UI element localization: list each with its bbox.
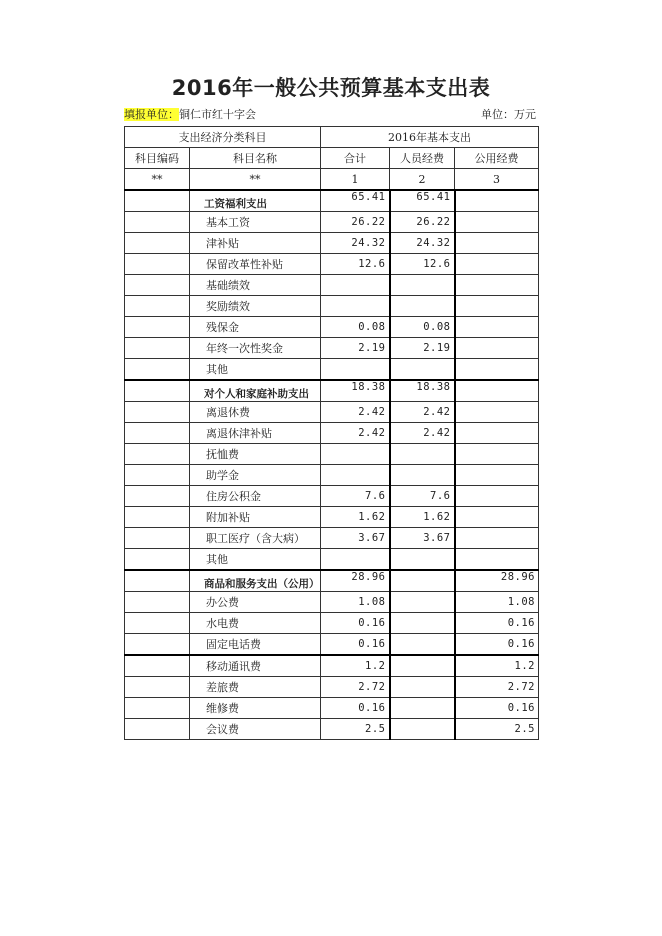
cell-code <box>125 380 190 402</box>
cell-name: 商品和服务支出（公用） <box>190 570 321 592</box>
cell-code <box>125 698 190 719</box>
cell-public: 1.08 <box>455 592 539 613</box>
cell-name: 维修费 <box>190 698 321 719</box>
cell-total: 7.6 <box>321 486 390 507</box>
cell-name: 基础绩效 <box>190 275 321 296</box>
header-name: 科目名称 <box>190 148 321 169</box>
page-title: 2016年一般公共预算基本支出表 <box>171 76 491 100</box>
cell-total <box>321 465 390 486</box>
mark-name: ** <box>190 169 321 191</box>
cell-personnel: 24.32 <box>390 233 455 254</box>
cell-code <box>125 444 190 465</box>
cell-public <box>455 528 539 549</box>
cell-total <box>321 444 390 465</box>
cell-public <box>455 275 539 296</box>
cell-public <box>455 486 539 507</box>
header-row-index <box>125 169 539 191</box>
table-row <box>125 233 539 254</box>
cell-total: 18.38 <box>321 380 390 402</box>
cell-public: 28.96 <box>455 570 539 592</box>
table-row <box>125 359 539 381</box>
cell-personnel: 12.6 <box>390 254 455 275</box>
cell-total: 1.08 <box>321 592 390 613</box>
cell-total: 12.6 <box>321 254 390 275</box>
cell-public <box>455 233 539 254</box>
cell-code <box>125 634 190 656</box>
cell-personnel: 2.19 <box>390 338 455 359</box>
cell-name: 年终一次性奖金 <box>190 338 321 359</box>
table-row <box>125 444 539 465</box>
header-group-right: 2016年基本支出 <box>321 127 539 148</box>
cell-total: 2.5 <box>321 719 390 740</box>
table-row <box>125 528 539 549</box>
cell-public <box>455 338 539 359</box>
cell-code <box>125 212 190 233</box>
cell-public <box>455 444 539 465</box>
cell-total: 0.08 <box>321 317 390 338</box>
cell-personnel: 7.6 <box>390 486 455 507</box>
cell-personnel <box>390 677 455 698</box>
cell-personnel <box>390 613 455 634</box>
cell-name: 差旅费 <box>190 677 321 698</box>
cell-code <box>125 655 190 677</box>
cell-name: 保留改革性补贴 <box>190 254 321 275</box>
cell-public: 0.16 <box>455 613 539 634</box>
cell-code <box>125 338 190 359</box>
cell-code <box>125 359 190 381</box>
cell-code <box>125 549 190 571</box>
cell-total: 1.62 <box>321 507 390 528</box>
cell-personnel <box>390 655 455 677</box>
cell-code <box>125 402 190 423</box>
reporting-unit-name: 铜仁市红十字会 <box>179 108 256 121</box>
cell-personnel: 0.08 <box>390 317 455 338</box>
header-code: 科目编码 <box>125 148 190 169</box>
cell-total: 2.42 <box>321 423 390 444</box>
cell-code <box>125 719 190 740</box>
cell-personnel: 2.42 <box>390 423 455 444</box>
cell-name: 抚恤费 <box>190 444 321 465</box>
cell-name: 水电费 <box>190 613 321 634</box>
cell-personnel <box>390 444 455 465</box>
cell-public <box>455 317 539 338</box>
cell-total: 0.16 <box>321 634 390 656</box>
cell-public <box>455 549 539 571</box>
table-row <box>125 402 539 423</box>
cell-total: 2.72 <box>321 677 390 698</box>
table-row <box>125 486 539 507</box>
cell-personnel: 26.22 <box>390 212 455 233</box>
table-row <box>125 338 539 359</box>
cell-code <box>125 613 190 634</box>
cell-code <box>125 486 190 507</box>
cell-personnel <box>390 634 455 656</box>
cell-total: 1.2 <box>321 655 390 677</box>
cell-name: 助学金 <box>190 465 321 486</box>
cell-code <box>125 465 190 486</box>
cell-personnel <box>390 592 455 613</box>
cell-public: 0.16 <box>455 698 539 719</box>
table-row <box>125 613 539 634</box>
cell-total <box>321 549 390 571</box>
cell-name: 附加补贴 <box>190 507 321 528</box>
table-row <box>125 190 539 212</box>
cell-personnel: 2.42 <box>390 402 455 423</box>
cell-name: 其他 <box>190 549 321 571</box>
table-row <box>125 592 539 613</box>
cell-total: 0.16 <box>321 613 390 634</box>
table-row <box>125 212 539 233</box>
header-personnel: 人员经费 <box>390 148 455 169</box>
cell-name: 住房公积金 <box>190 486 321 507</box>
cell-public <box>455 423 539 444</box>
cell-name: 基本工资 <box>190 212 321 233</box>
cell-name: 离退休津补贴 <box>190 423 321 444</box>
cell-public: 1.2 <box>455 655 539 677</box>
cell-name: 津补贴 <box>190 233 321 254</box>
cell-personnel <box>390 698 455 719</box>
budget-table <box>124 126 539 740</box>
reporting-unit <box>124 106 256 124</box>
cell-total <box>321 296 390 317</box>
cell-name: 移动通讯费 <box>190 655 321 677</box>
cell-code <box>125 507 190 528</box>
cell-total: 2.42 <box>321 402 390 423</box>
cell-total: 24.32 <box>321 233 390 254</box>
cell-code <box>125 528 190 549</box>
currency-unit: 单位：万元 <box>481 108 536 121</box>
table-row <box>125 254 539 275</box>
cell-name: 职工医疗（含大病） <box>190 528 321 549</box>
cell-code <box>125 677 190 698</box>
cell-total: 0.16 <box>321 698 390 719</box>
cell-code <box>125 296 190 317</box>
table-row <box>125 465 539 486</box>
cell-name: 其他 <box>190 359 321 381</box>
table-row <box>125 275 539 296</box>
cell-personnel <box>390 296 455 317</box>
cell-name: 会议费 <box>190 719 321 740</box>
cell-public <box>455 254 539 275</box>
header-public: 公用经费 <box>455 148 539 169</box>
cell-name: 残保金 <box>190 317 321 338</box>
cell-total: 28.96 <box>321 570 390 592</box>
index-total: 1 <box>321 169 390 191</box>
cell-personnel: 1.62 <box>390 507 455 528</box>
header-group-left: 支出经济分类科目 <box>125 127 321 148</box>
cell-public <box>455 507 539 528</box>
cell-public <box>455 380 539 402</box>
cell-public <box>455 212 539 233</box>
cell-code <box>125 423 190 444</box>
cell-code <box>125 190 190 212</box>
cell-public: 0.16 <box>455 634 539 656</box>
cell-code <box>125 570 190 592</box>
cell-code <box>125 254 190 275</box>
table-row <box>125 634 539 656</box>
cell-total: 26.22 <box>321 212 390 233</box>
cell-public <box>455 296 539 317</box>
header-total: 合计 <box>321 148 390 169</box>
reporting-unit-label: 填报单位： <box>124 108 179 121</box>
table-row <box>125 677 539 698</box>
index-personnel: 2 <box>390 169 455 191</box>
table-row <box>125 317 539 338</box>
cell-personnel: 65.41 <box>390 190 455 212</box>
table-row <box>125 296 539 317</box>
header-row-group <box>125 127 539 148</box>
cell-name: 办公费 <box>190 592 321 613</box>
mark-code: ** <box>125 169 190 191</box>
cell-public <box>455 190 539 212</box>
table-row <box>125 570 539 592</box>
cell-total: 65.41 <box>321 190 390 212</box>
cell-personnel <box>390 275 455 296</box>
table-row <box>125 719 539 740</box>
table-row <box>125 655 539 677</box>
cell-public <box>455 465 539 486</box>
cell-name: 离退休费 <box>190 402 321 423</box>
cell-public: 2.5 <box>455 719 539 740</box>
cell-personnel: 3.67 <box>390 528 455 549</box>
cell-code <box>125 592 190 613</box>
cell-total <box>321 359 390 381</box>
cell-personnel: 18.38 <box>390 380 455 402</box>
cell-personnel <box>390 549 455 571</box>
table-row <box>125 698 539 719</box>
cell-code <box>125 317 190 338</box>
table-row <box>125 423 539 444</box>
cell-personnel <box>390 570 455 592</box>
cell-code <box>125 275 190 296</box>
cell-personnel <box>390 719 455 740</box>
index-public: 3 <box>455 169 539 191</box>
table-row <box>125 549 539 571</box>
cell-name: 对个人和家庭补助支出 <box>190 380 321 402</box>
header-row-columns <box>125 148 539 169</box>
cell-code <box>125 233 190 254</box>
cell-public: 2.72 <box>455 677 539 698</box>
cell-name: 固定电话费 <box>190 634 321 656</box>
table-row <box>125 507 539 528</box>
cell-personnel <box>390 465 455 486</box>
cell-total: 3.67 <box>321 528 390 549</box>
table-row <box>125 380 539 402</box>
cell-public <box>455 359 539 381</box>
cell-total: 2.19 <box>321 338 390 359</box>
cell-personnel <box>390 359 455 381</box>
cell-name: 奖励绩效 <box>190 296 321 317</box>
cell-public <box>455 402 539 423</box>
cell-name: 工资福利支出 <box>190 190 321 212</box>
cell-total <box>321 275 390 296</box>
